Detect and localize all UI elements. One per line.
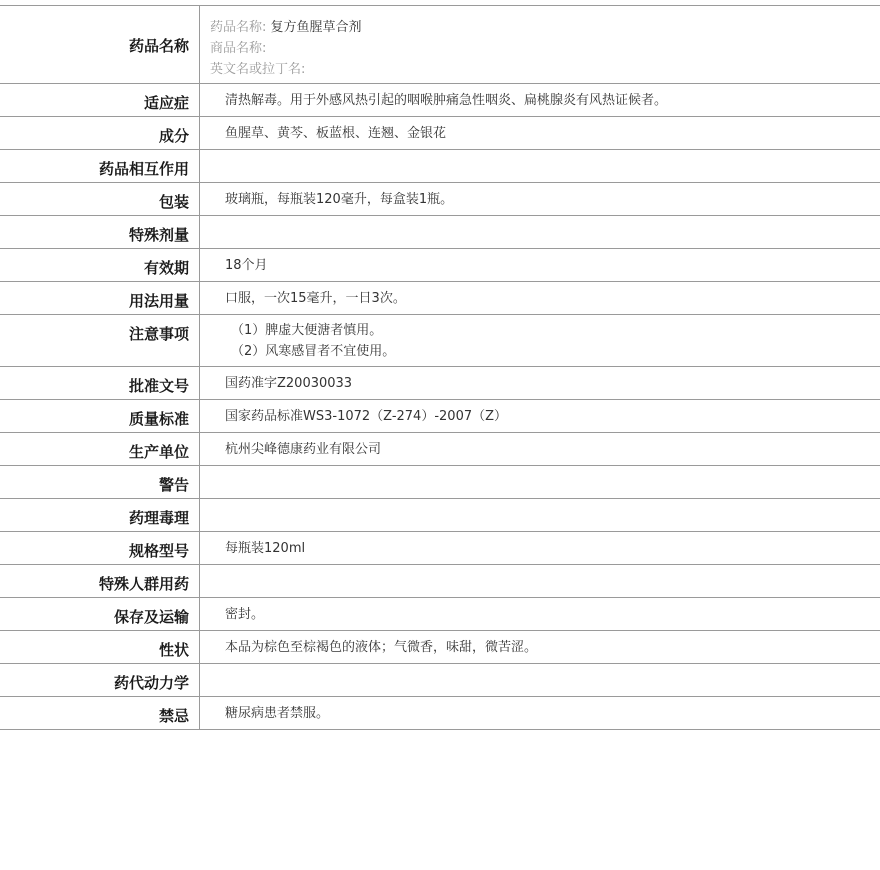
row-label: 特殊人群用药 xyxy=(0,565,200,597)
trade-name-line xyxy=(210,38,880,59)
row-label: 保存及运输 xyxy=(0,598,200,630)
row-value xyxy=(200,565,880,597)
row-value xyxy=(200,499,880,531)
row-value: 杭州尖峰德康药业有限公司 xyxy=(225,442,382,457)
row-value: 鱼腥草、黄芩、板蓝根、连翘、金银花 xyxy=(225,126,447,141)
precaution-item: （2）风寒感冒者不宜使用。 xyxy=(231,344,396,359)
trade-name-label: 商品名称: xyxy=(210,41,267,56)
row-packaging xyxy=(0,183,880,216)
row-special-populations xyxy=(0,565,880,598)
row-value: 18个月 xyxy=(225,258,268,273)
precaution-item: （1）脾虚大便溏者慎用。 xyxy=(231,323,383,338)
drug-info-table xyxy=(0,5,880,730)
row-label: 适应症 xyxy=(0,84,200,116)
row-approval-number xyxy=(0,367,880,400)
row-value xyxy=(200,466,880,498)
row-precautions xyxy=(0,315,880,367)
row-drug-name xyxy=(0,6,880,84)
row-label: 药品相互作用 xyxy=(0,150,200,182)
row-label: 注意事项 xyxy=(0,315,200,366)
row-label: 禁忌 xyxy=(0,697,200,729)
row-manufacturer xyxy=(0,433,880,466)
row-specification xyxy=(0,532,880,565)
row-shelf-life xyxy=(0,249,880,282)
row-value: 玻璃瓶，每瓶装120毫升，每盒装1瓶。 xyxy=(225,192,454,207)
row-label: 药代动力学 xyxy=(0,664,200,696)
row-value: 密封。 xyxy=(225,607,265,622)
generic-name-value: 复方鱼腥草合剂 xyxy=(270,20,362,35)
generic-name-label: 药品名称: xyxy=(210,20,267,35)
row-value xyxy=(200,150,880,182)
row-ingredients xyxy=(0,117,880,150)
row-label: 批准文号 xyxy=(0,367,200,399)
row-label: 用法用量 xyxy=(0,282,200,314)
row-value: 国药准字Z20030033 xyxy=(225,376,353,391)
precautions-list xyxy=(200,315,880,366)
row-value: 清热解毒。用于外感风热引起的咽喉肿痛急性咽炎、扁桃腺炎有风热证候者。 xyxy=(225,93,668,108)
row-label: 包装 xyxy=(0,183,200,215)
row-label: 成分 xyxy=(0,117,200,149)
row-label: 规格型号 xyxy=(0,532,200,564)
row-label: 药品名称 xyxy=(0,6,200,83)
row-label: 特殊剂量 xyxy=(0,216,200,248)
row-value xyxy=(200,216,880,248)
row-special-dosage xyxy=(0,216,880,249)
row-value: 糖尿病患者禁服。 xyxy=(225,706,330,721)
row-indications xyxy=(0,84,880,117)
row-storage xyxy=(0,598,880,631)
row-value xyxy=(200,664,880,696)
row-label: 质量标准 xyxy=(0,400,200,432)
row-warning xyxy=(0,466,880,499)
row-drug-interactions xyxy=(0,150,880,183)
row-label: 警告 xyxy=(0,466,200,498)
row-dosage xyxy=(0,282,880,315)
row-label: 生产单位 xyxy=(0,433,200,465)
english-name-label: 英文名或拉丁名: xyxy=(210,62,306,77)
row-label: 有效期 xyxy=(0,249,200,281)
row-properties xyxy=(0,631,880,664)
row-pharmacology xyxy=(0,499,880,532)
row-value: 本品为棕色至棕褐色的液体；气微香，味甜，微苦涩。 xyxy=(225,640,538,655)
row-value: 每瓶装120ml xyxy=(225,541,306,556)
generic-name-line xyxy=(210,17,880,38)
drug-name-block xyxy=(200,6,880,83)
english-name-line xyxy=(210,59,880,80)
row-label: 药理毒理 xyxy=(0,499,200,531)
row-pharmacokinetics xyxy=(0,664,880,697)
row-contraindications xyxy=(0,697,880,730)
row-label: 性状 xyxy=(0,631,200,663)
row-value: 国家药品标准WS3-1072（Z-274）-2007（Z） xyxy=(225,409,508,424)
row-value: 口服，一次15毫升，一日3次。 xyxy=(225,291,406,306)
row-quality-standard xyxy=(0,400,880,433)
